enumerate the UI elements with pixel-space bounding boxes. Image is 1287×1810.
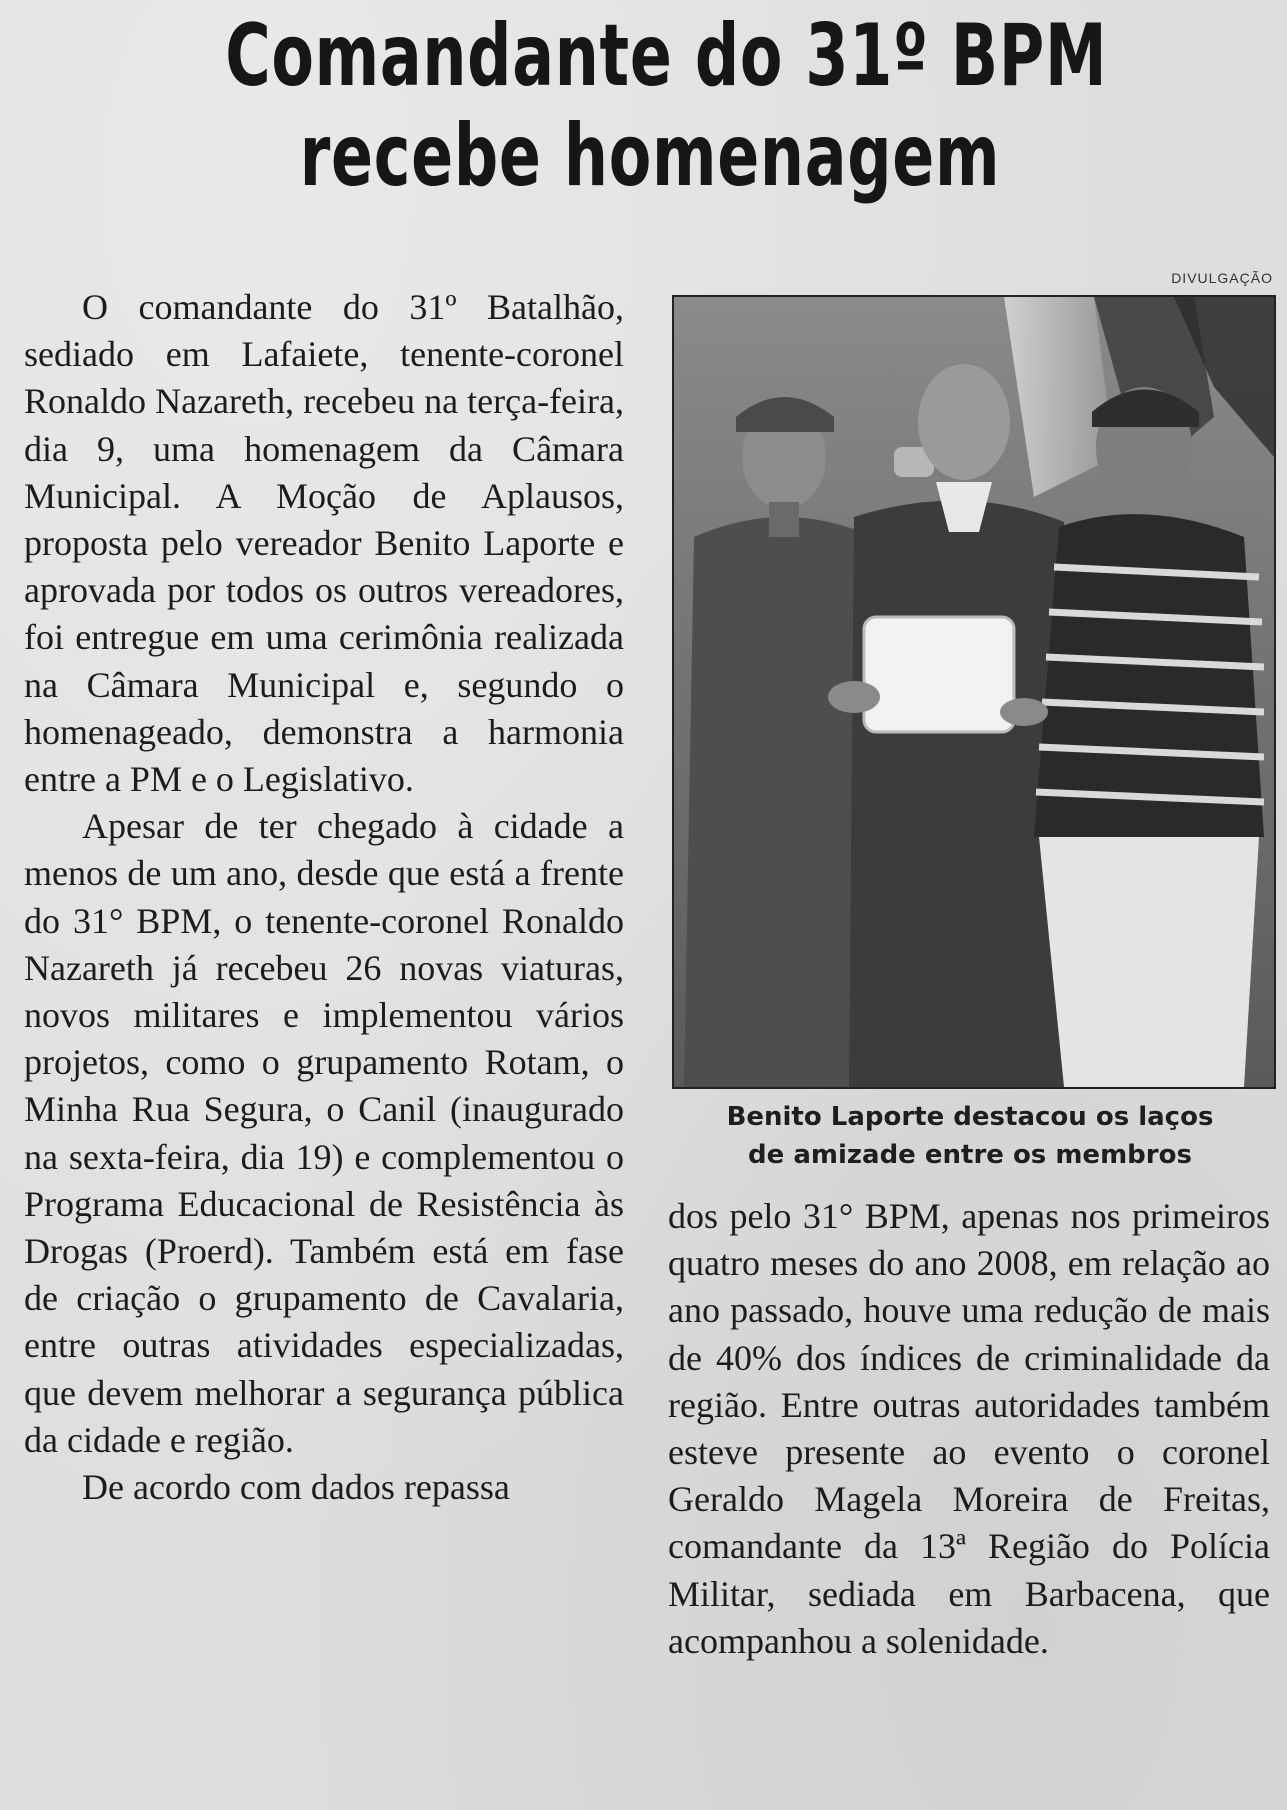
caption-line-1: Benito Laporte destacou os laços bbox=[726, 1102, 1214, 1132]
photo-caption bbox=[660, 1098, 1280, 1174]
paragraph-2: Apesar de ter chegado à cidade a menos de um ano, desde que está a frente do 31° BPM, o tenente-coronel Ronaldo Nazareth já recebeu 26 novas viaturas, novos militares e implementou vários projetos, como o grupamento Rotam, o Minha Rua Segura, o Canil (inaugurado na sexta-feira, dia 19) e complementou o Programa Educacional de Resistência às Drogas (Proerd). Também está em fase de criação o grupamento de Cavalaria, entre outras atividades especializadas, que devem melhorar a segurança pública da cidade e região. bbox=[24, 806, 624, 1460]
headline-line-1: Comandante do 31º BPM bbox=[225, 6, 1108, 106]
paragraph-3: De acordo com dados repassa bbox=[82, 1467, 510, 1508]
right-column bbox=[668, 1193, 1270, 1665]
paragraph-1: O comandante do 31º Batalhão, sediado em Lafaiete, tenente-coronel Ronaldo Nazareth, recebeu na terça-feira, dia 9, uma homenagem da Câmara Municipal. A Moção de Aplausos, proposta pelo vereador Benito Laporte e aprovada por todos os outros vereadores, foi entregue em uma cerimônia realizada na Câmara Municipal e, segundo o homenageado, demonstra a harmonia entre a PM e o Legislativo. bbox=[24, 287, 624, 800]
photo-credit: DIVULGAÇÃO bbox=[1171, 270, 1273, 286]
paragraph-4: dos pelo 31° BPM, apenas nos primeiros quatro meses do ano 2008, em relação ao ano passado, houve uma redução de mais de 40% dos índices de criminalidade da região. Entre outras autoridades também esteve presente ao evento o coronel Geraldo Magela Moreira de Freitas, comandante da 13ª Região do Polícia Militar, sediada em Barbacena, que acompanhou a solenidade. bbox=[668, 1196, 1270, 1661]
left-column bbox=[24, 284, 624, 1511]
headline bbox=[225, 6, 1108, 206]
caption-line-2: de amizade entre os membros bbox=[748, 1140, 1192, 1170]
headline-line-2: recebe homenagem bbox=[299, 106, 1001, 206]
news-photo bbox=[672, 295, 1276, 1089]
photo-illustration bbox=[674, 297, 1274, 1087]
